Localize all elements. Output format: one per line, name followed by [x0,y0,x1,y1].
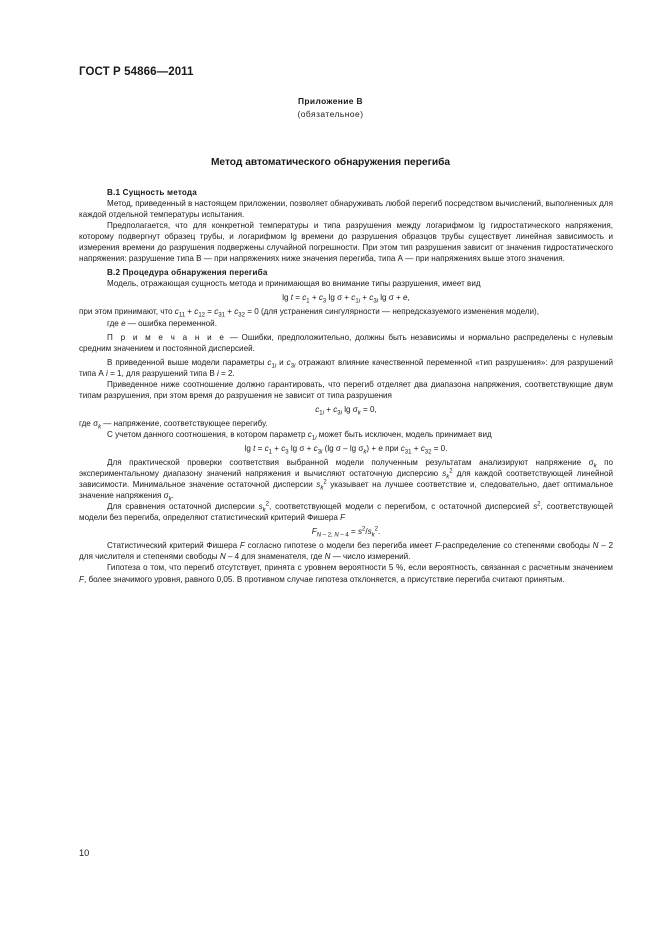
formula-model: $\lg t = c_1 + c_3$ $\lg \sigma + c_{1i} + c_{3i}$ lg σ + e, [282,293,410,306]
standard-header: ГОСТ Р 54866—2011 [79,66,194,78]
paragraph-b2-2: при этом принимают, что $c_{11} + c_{12} = c_{31} + c_{32} = 0$ (для устранения сингулярности — непредсказуемого изменения модели), [79,307,540,320]
paragraph-b2-9: Для сравнения остаточной дисперсии $s_k^2$, соответствующей модели с перегибом, с остаточной дисперсией $s^2$, соответствующей модели без перегиба, определяют статистический критерий Фишера F [79,501,613,523]
document-body [79,187,613,585]
heading-b2: В.2 Процедура обнаружения перегиба [107,268,268,278]
formula-knee: $c_{1i} + c_{3i}$ $\lg \sigma_k = 0$, [315,404,377,417]
heading-b1: В.1 Сущность метода [107,188,197,197]
paragraph-b2-7: С учетом данного соотношения, в котором параметр $c_{1i}$ может быть исключен, модель принимает вид [107,429,492,442]
annex-title: Приложение В [297,96,364,106]
page-number: 10 [79,848,90,858]
formula-fisher: $F_{N - 2, N - 4} = s^2/s_k^2$. [311,526,381,539]
paragraph-b2-4: В приведенной выше модели параметры $c_{1i}$ и $c_{3i}$ отражают влияние качественной переменной «тип разрушения»: для разрушений типа А i = 1, для разрушений типа В i = 2. [79,357,613,378]
annex-status: (обязательное) [297,109,364,119]
paragraph-b2-3: где e — ошибка переменной. [107,318,217,328]
paragraph-b2-8: Для практической проверки соответствия выбранной модели полученным результатам анализируют напряжение $\sigma_k$ по экспериментальному диапазону значений напряжения и вычисляют остаточную дисперсию $s_k^2$ для каждой соответствующей линейной зависимости. Минимальное значение остаточной дисперсии $s_k^2$ указывает на лучшее соответствие и, следовательно, дает оптимальное значение напряжения $\sigma_k$. [79,458,613,503]
paragraph-b2-10: Статистический критерий Фишера F согласно гипотезе о модели без перегиба имеет F-распределение со степенями свободы N – 2 для числителя и степенями свободы N – 4 для знаменателя, где N — число измерений. [79,541,613,562]
formula-reduced: $\lg t = c_1 + c_3$ $\lg \sigma + c_{3i}$ (lg $\sigma - \lg \sigma_k) + e$ при $c_{31} + c_{32} = 0$. [244,443,448,456]
paragraph-b2-6: где $\sigma_k$ — напряжение, соответствующее перегибу. [79,418,268,431]
note: П р и м е ч а н и е — Ошибки, предположительно, должны быть независимы и нормально распределены с нулевым средним значением и постоянной дисперсией. [79,332,613,353]
paragraph-b2-11: Гипотеза о том, что перегиб отсутствует, принята с уровнем вероятности 5 %, если вероятность, связанная с расчетным значением F, более значимого уровня, равного 0,05. В противном случае гипотеза отклоняется, а присутствие перегиба считают принятым. [79,563,613,584]
paragraph-b1-2: Предполагается, что для конкретной температуры и типа разрушения между логарифмом lg гидростатического напряжения, которому подвергнут образец трубы, и логарифмом lg времени до разрушения образцов трубы существует линейная зависимость и измерения времени до разрушения подвержены случайной погрешности. При этом тип разрушения зависит от значения гидростатического напряжения: разрушение типа В — при напряжениях ниже значения перегиба, типа А — при напряжениях выше этого значения. [79,221,613,264]
paragraph-b1-1: Метод, приведенный в настоящем приложении, позволяет обнаруживать любой перегиб посредством вычислений, выполненных для каждой отдельной температуры испытания. [79,199,613,220]
paragraph-b2-5: Приведенное ниже соотношение должно гарантировать, что перегиб отделяет два диапазона напряжения, соответствующие двум типам разрушения, при этом время до разрушения не зависит от типа разрушения [79,379,613,400]
section-title: Метод автоматического обнаружения перегиба [210,157,451,168]
paragraph-b2-1: Модель, отражающая сущность метода и принимающая во внимание типы разрушения, имеет вид [107,279,481,289]
